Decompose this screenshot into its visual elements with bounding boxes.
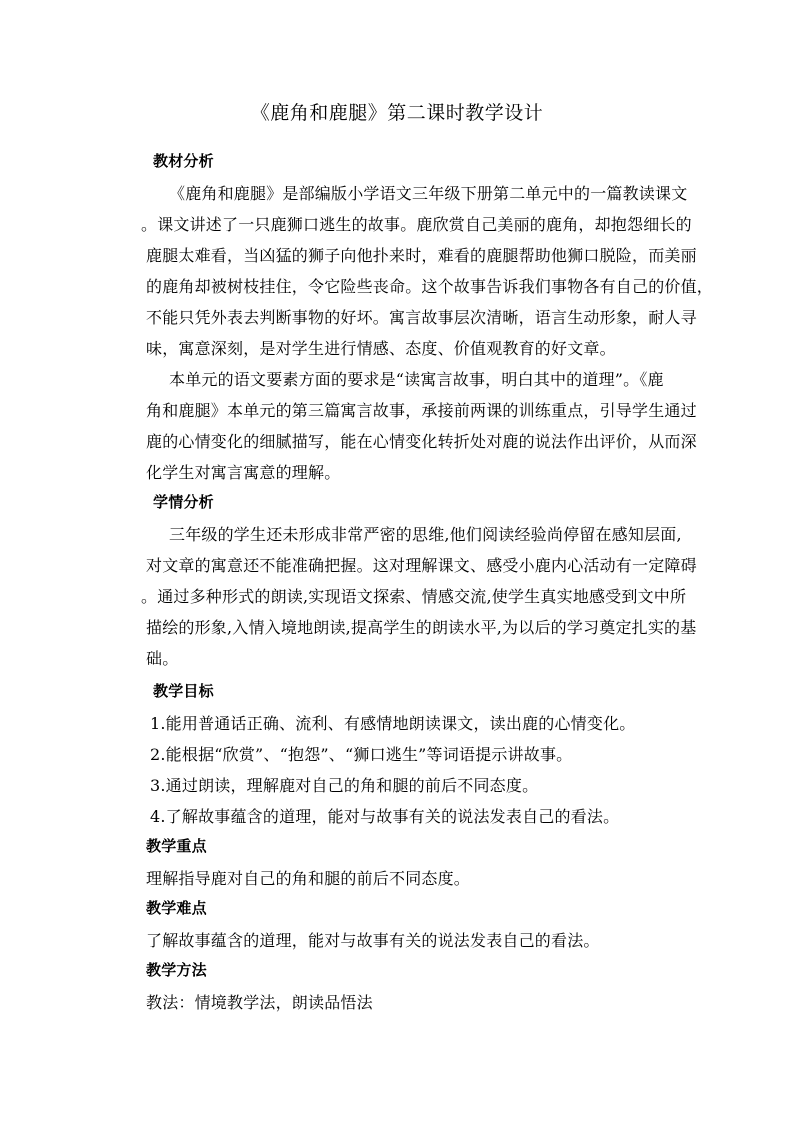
paragraph-line: 对文章的寓意还不能准确把握。这对理解课文、感受小鹿内心活动有一定障碍 (146, 556, 697, 575)
paragraph-line: 础。 (146, 649, 179, 668)
section-heading-method: 教学方法 (146, 961, 207, 979)
paragraph-line: 三年级的学生还未形成非常严密的思维,他们阅读经验尚停留在感知层面, (169, 525, 682, 544)
method-text: 教法：情境教学法，朗读品悟法 (146, 993, 373, 1012)
paragraph-line: 。课文讲述了一只鹿狮口逃生的故事。鹿欣赏自己美丽的鹿角，却抱怨细长的 (141, 215, 692, 234)
section-heading-student-analysis: 学情分析 (153, 493, 214, 511)
goal-item: 3.通过朗读，理解鹿对自己的角和腿的前后不同态度。 (150, 776, 539, 795)
difficulty-text: 了解故事蕴含的道理，能对与故事有关的说法发表自己的看法。 (146, 931, 600, 950)
paragraph-line: 不能只凭外表去判断事物的好坏。寓言故事层次清晰，语言生动形象，耐人寻 (146, 308, 697, 327)
section-heading-key-point: 教学重点 (146, 837, 207, 855)
paragraph-line: 化学生对寓言寓意的理解。 (146, 463, 341, 482)
goal-item: 4.了解故事蕴含的道理，能对与故事有关的说法发表自己的看法。 (150, 807, 620, 826)
paragraph-line: 本单元的语文要素方面的要求是“读寓言故事，明白其中的道理”。《鹿 (169, 370, 664, 389)
section-heading-textbook-analysis: 教材分析 (153, 152, 214, 170)
paragraph-line: 。通过多种形式的朗读,实现语文探索、情感交流,使学生真实地感受到文中所 (141, 587, 687, 606)
paragraph-line: 鹿的心情变化的细腻描写，能在心情变化转折处对鹿的说法作出评价，从而深 (146, 432, 697, 451)
paragraph-line: 描绘的形象,入情入境地朗读,提高学生的朗读水平,为以后的学习奠定扎实的基 (146, 618, 697, 637)
section-heading-teaching-goals: 教学目标 (153, 682, 214, 700)
paragraph-line: 的鹿角却被树枝挂住，令它险些丧命。这个故事告诉我们事物各有自己的价值， (146, 277, 714, 296)
key-point-text: 理解指导鹿对自己的角和腿的前后不同态度。 (146, 869, 471, 888)
page-title: 《鹿角和鹿腿》第二课时教学设计 (250, 102, 544, 124)
paragraph-line: 味，寓意深刻，是对学生进行情感、态度、价值观教育的好文章。 (146, 339, 616, 358)
goal-item: 1.能用普通话正确、流利、有感情地朗读课文，读出鹿的心情变化。 (150, 714, 636, 733)
paragraph-line: 《鹿角和鹿腿》是部编版小学语文三年级下册第二单元中的一篇教读课文 (169, 184, 688, 203)
goal-item: 2.能根据“欣赏”、“抱怨”、“狮口逃生”等词语提示讲故事。 (150, 745, 573, 764)
section-heading-difficulty: 教学难点 (146, 899, 207, 917)
paragraph-line: 角和鹿腿》本单元的第三篇寓言故事，承接前两课的训练重点，引导学生通过 (146, 401, 697, 420)
paragraph-line: 鹿腿太难看，当凶猛的狮子向他扑来时，难看的鹿腿帮助他狮口脱险，而美丽 (146, 246, 697, 265)
